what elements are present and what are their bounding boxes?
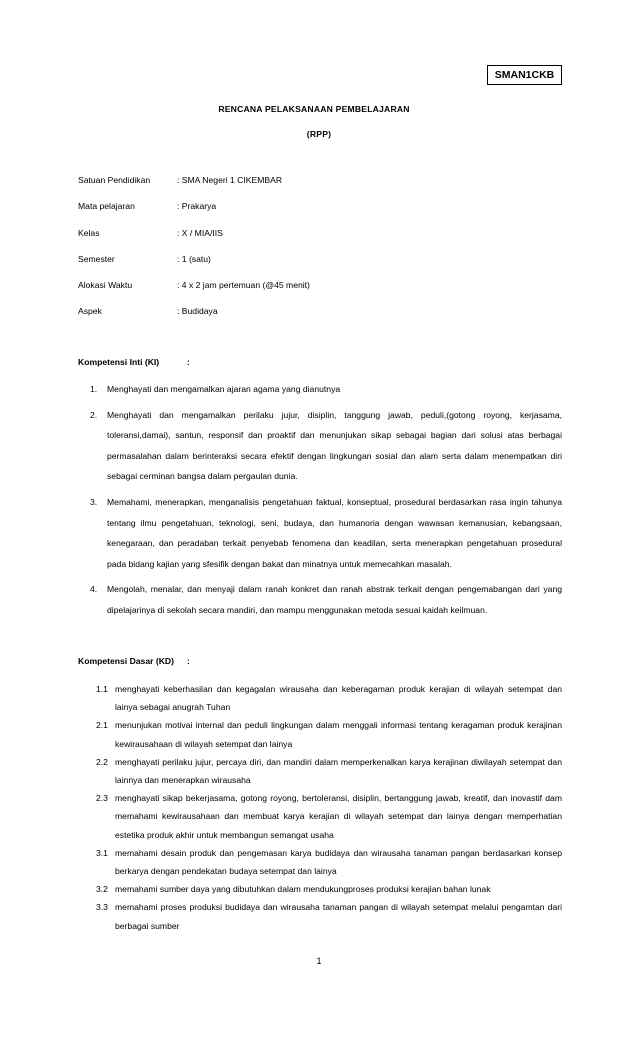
- ki-heading: [78, 357, 190, 367]
- info-label: Aspek: [78, 306, 102, 317]
- info-label: Mata pelajaran: [78, 201, 135, 212]
- info-value: : Budidaya: [177, 306, 218, 317]
- list-text: menghayati perilaku jujur, percaya diri, dan mandiri dalam memperkenalkan karya kerajinan diwilayah setempat dan lainnya dan menerapkan wirausaha: [115, 756, 562, 786]
- list-number: 1.: [90, 384, 98, 394]
- list-item: [78, 789, 562, 844]
- ki-heading-label: Kompetensi Inti (KI): [78, 357, 160, 367]
- list-text: Mengolah, menalar, dan menyaji dalam ranah konkret dan ranah abstrak terkait dengan pengemabangan dari yang dipelajarinya di sekolah secara mandiri, dan mampu menggunakan metoda sesuai kaidah keilmuan.: [107, 584, 562, 615]
- kd-list: [78, 680, 562, 935]
- info-label: Kelas: [78, 227, 100, 238]
- page-number: 1: [316, 956, 322, 966]
- list-item: [78, 880, 562, 898]
- list-item: [78, 898, 562, 934]
- info-row: [78, 175, 558, 201]
- list-text: menghayati sikap bekerjasama, gotong royong, bertoleransi, disiplin, bertanggung jawab, kreatif, dan inovastif dam memahami kewirausahaan dan membuat karya kerajian di wilayah setempat dan lainya dengan memperhatian estetika produk akhir untuk membangun semangat usaha: [115, 793, 562, 840]
- list-item: [78, 844, 562, 880]
- info-row: [78, 306, 558, 332]
- list-number: 3.1: [96, 847, 108, 858]
- list-number: 3.3: [96, 902, 108, 913]
- kd-heading-label: Kompetensi Dasar (KD): [78, 656, 174, 666]
- list-number: 2.2: [96, 756, 108, 767]
- info-row: [78, 201, 558, 227]
- list-item: [78, 405, 562, 487]
- info-label: Satuan Pendidikan: [78, 175, 151, 185]
- info-value: : 4 x 2 jam pertemuan (@45 menit): [177, 280, 310, 291]
- list-item: [78, 492, 562, 574]
- list-item: [78, 579, 562, 620]
- info-value: : X / MIA/IIS: [177, 227, 223, 238]
- list-item: [78, 680, 562, 716]
- list-number: 2.3: [96, 793, 108, 804]
- list-item: [78, 716, 562, 752]
- list-text: memahami desain produk dan pengemasan karya budidaya dan wirausaha tanaman pangan berdasarkan konsep berkarya dengan pendekatan budaya setempat dan lainya: [115, 847, 562, 877]
- list-number: 2.1: [96, 720, 108, 731]
- ki-list: [78, 379, 562, 621]
- document-subtitle: (RPP): [306, 129, 332, 139]
- list-item: [78, 379, 562, 400]
- list-text: Menghayati dan mengamalkan perilaku jujur, disiplin, tanggung jawab, peduli,(gotong royong, kerjasama, toleransi,damai), santun, responsif dan proaktif dan menunjukan sikap sebagai bagian dari solusi atas berbagai permasalahan dalam berinteraksi secara efektif dengan lingkungan sosial dan alam serta dalam menempatkan diri sebagai cerminan bangsa dalam pergaulan dunia.: [107, 409, 562, 482]
- list-text: memahami sumber daya yang dibutuhkan dalam mendukungproses produksi kerajian bahan lunak: [115, 884, 491, 895]
- info-row: [78, 280, 558, 306]
- info-row: [78, 228, 558, 254]
- identity-table: [78, 175, 558, 333]
- info-label: Semester: [78, 253, 115, 264]
- info-value: : SMA Negeri 1 CIKEMBAR: [177, 175, 283, 185]
- list-number: 3.: [90, 496, 98, 507]
- list-text: memahami proses produksi budidaya dan wirausaha tanaman pangan di wilayah setempat melalui pengamtan dari berbagai sumber: [115, 902, 562, 931]
- ki-heading-colon: :: [187, 357, 190, 367]
- info-row: [78, 254, 558, 280]
- list-number: 4.: [90, 584, 98, 595]
- list-item: [78, 753, 562, 789]
- info-value: : 1 (satu): [177, 253, 211, 264]
- document-title: RENCANA PELAKSANAAN PEMBELAJARAN: [218, 104, 410, 114]
- list-number: 2.: [90, 409, 98, 420]
- kd-heading: [78, 656, 190, 666]
- info-value: : Prakarya: [177, 201, 217, 212]
- list-text: menghayati keberhasilan dan kegagalan wirausaha dan keberagaman produk kerajian di wilayah setempat dan lainya sebagai anugrah Tuhan: [115, 684, 562, 713]
- info-label: Alokasi Waktu: [78, 280, 133, 291]
- list-text: menunjukan motivai internal dan peduli lingkungan dalam menggali informasi tentang keragaman produk kerajinan kewirausahaan di wilayah setempat dan lainya: [115, 720, 562, 749]
- list-text: Menghayati dan mengamalkan ajaran agama yang dianutnya: [107, 384, 341, 394]
- list-number: 3.2: [96, 884, 108, 895]
- school-code-box: SMAN1CKB: [487, 65, 562, 85]
- list-number: 1.1: [96, 684, 108, 694]
- kd-heading-colon: :: [187, 656, 190, 666]
- list-text: Memahami, menerapkan, menganalisis pengetahuan faktual, konseptual, prosedural berdasarkan rasa ingin tahunya tentang ilmu pengetahuan, teknologi, seni, budaya, dan humanoria dengan wawasan kemanusian, kebangsaan, kenegaraan, dan peradaban terkait penyebab fenomena dan keadilan, serta menerapkan pengetahuan prosedural pada bidang kajian yang sfesifik dengan bakat dan minatnya untuk memecahkan masalah.: [107, 496, 562, 569]
